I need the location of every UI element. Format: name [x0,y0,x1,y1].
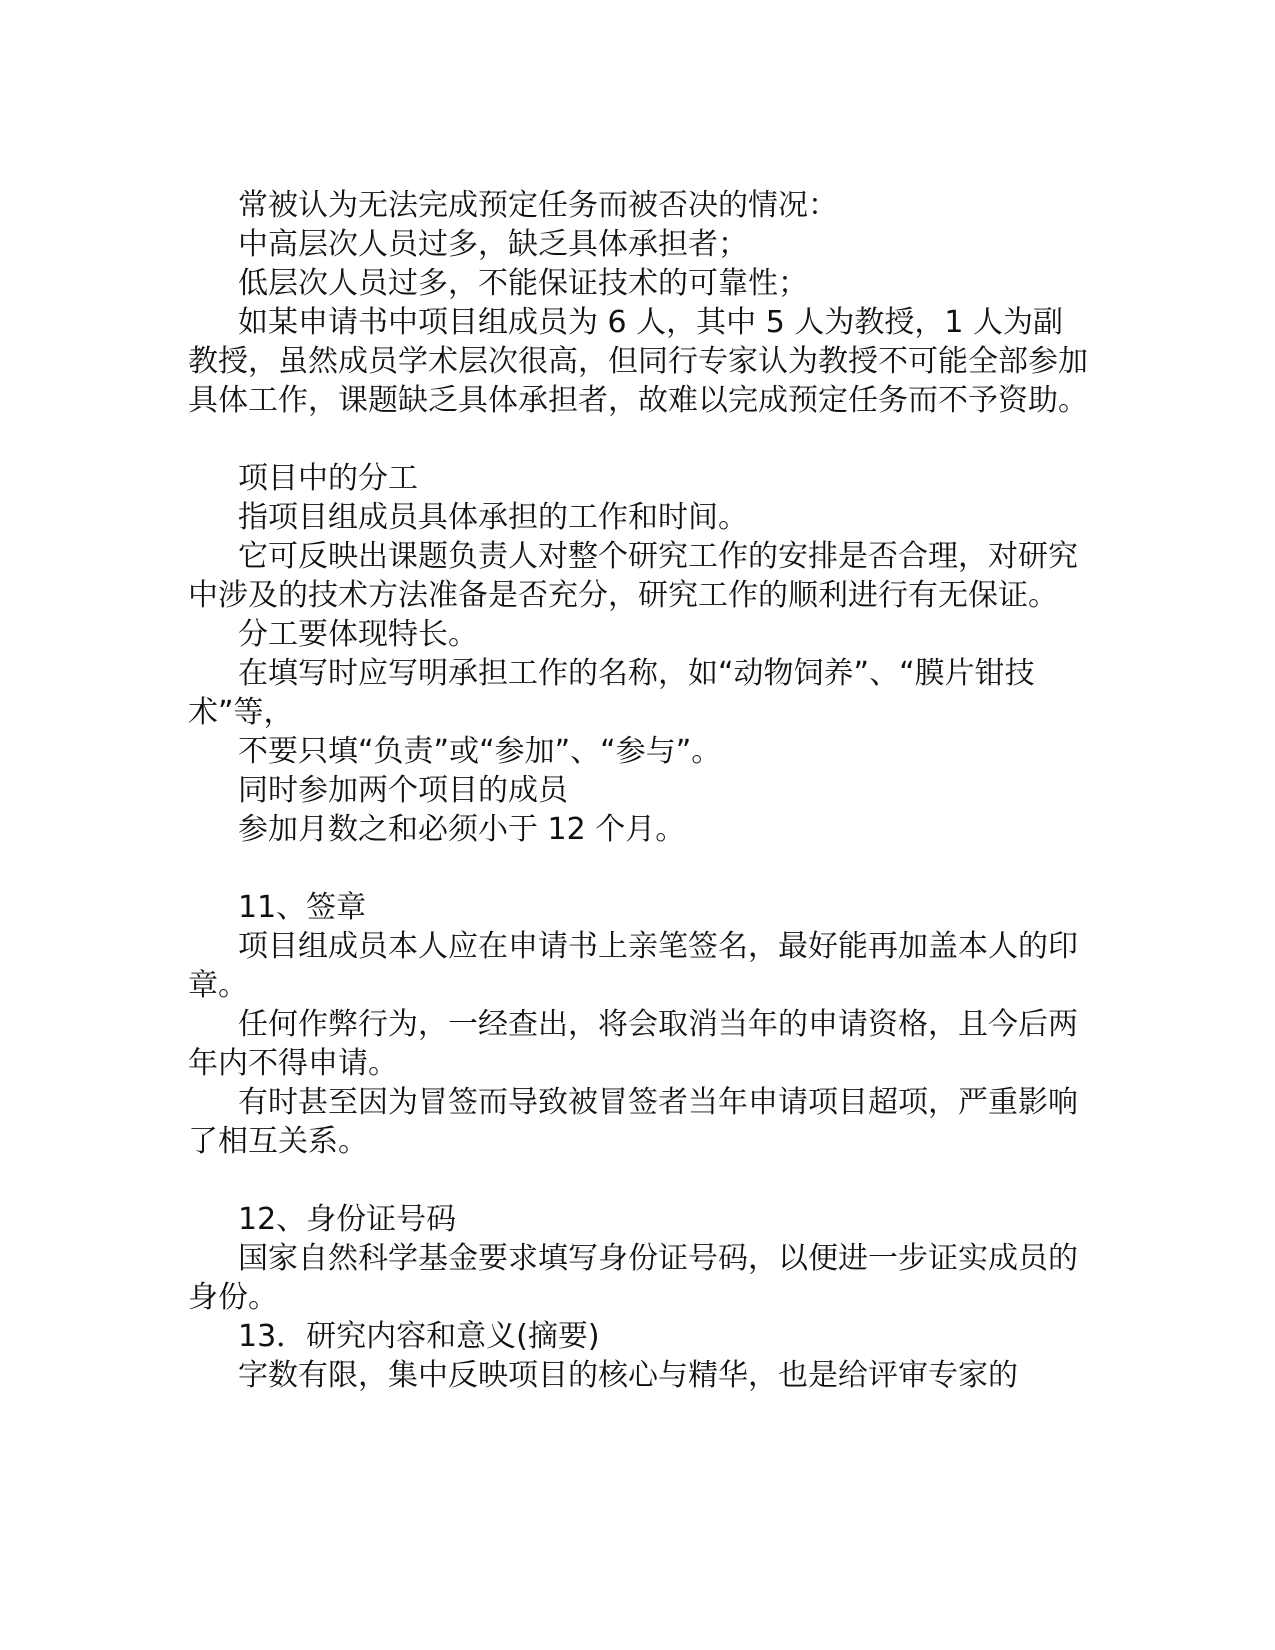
paragraph: 如某申请书中项目组成员为 6 人，其中 5 人为教授，1 人为副教授，虽然成员学术层次很高，但同行专家认为教授不可能全部参加具体工作，课题缺乏具体承担者，故难以完成预定任务而不予资助。 [188,305,1088,418]
paragraph: 有时甚至因为冒签而导致被冒签者当年申请项目超项，严重影响了相互关系。 [188,1085,1078,1159]
paragraph: 任何作弊行为，一经查出，将会取消当年的申请资格，且今后两年内不得申请。 [188,1007,1078,1081]
section-heading: 12、身份证号码 [238,1202,457,1237]
paragraph: 在填写时应写明承担工作的名称，如“动物饲养”、“膜片钳技术”等， [188,656,1035,730]
paragraph: 低层次人员过多，不能保证技术的可靠性； [238,266,808,301]
paragraph-spacer [188,420,1088,459]
section-heading: 11、签章 [238,890,367,925]
paragraph: 它可反映出课题负责人对整个研究工作的安排是否合理，对研究中涉及的技术方法准备是否充分，研究工作的顺利进行有无保证。 [188,539,1078,613]
section-heading: 项目中的分工 [238,461,418,496]
paragraph: 常被认为无法完成预定任务而被否决的情况： [238,188,838,223]
paragraph: 参加月数之和必须小于 12 个月。 [238,812,686,847]
paragraph-spacer [188,1161,1088,1200]
document-body [188,186,1088,1395]
paragraph: 分工要体现特长。 [238,617,478,652]
paragraph: 不要只填“负责”或“参加”、“参与”。 [238,734,722,769]
paragraph: 指项目组成员具体承担的工作和时间。 [238,500,748,535]
section-heading: 13．研究内容和意义(摘要) [238,1319,600,1354]
paragraph: 中高层次人员过多，缺乏具体承担者； [238,227,748,262]
paragraph-spacer [188,849,1088,888]
paragraph: 项目组成员本人应在申请书上亲笔签名，最好能再加盖本人的印章。 [188,929,1078,1003]
paragraph: 国家自然科学基金要求填写身份证号码，以便进一步证实成员的身份。 [188,1241,1078,1315]
paragraph: 字数有限，集中反映项目的核心与精华，也是给评审专家的 [238,1358,1018,1393]
paragraph: 同时参加两个项目的成员 [238,773,568,808]
